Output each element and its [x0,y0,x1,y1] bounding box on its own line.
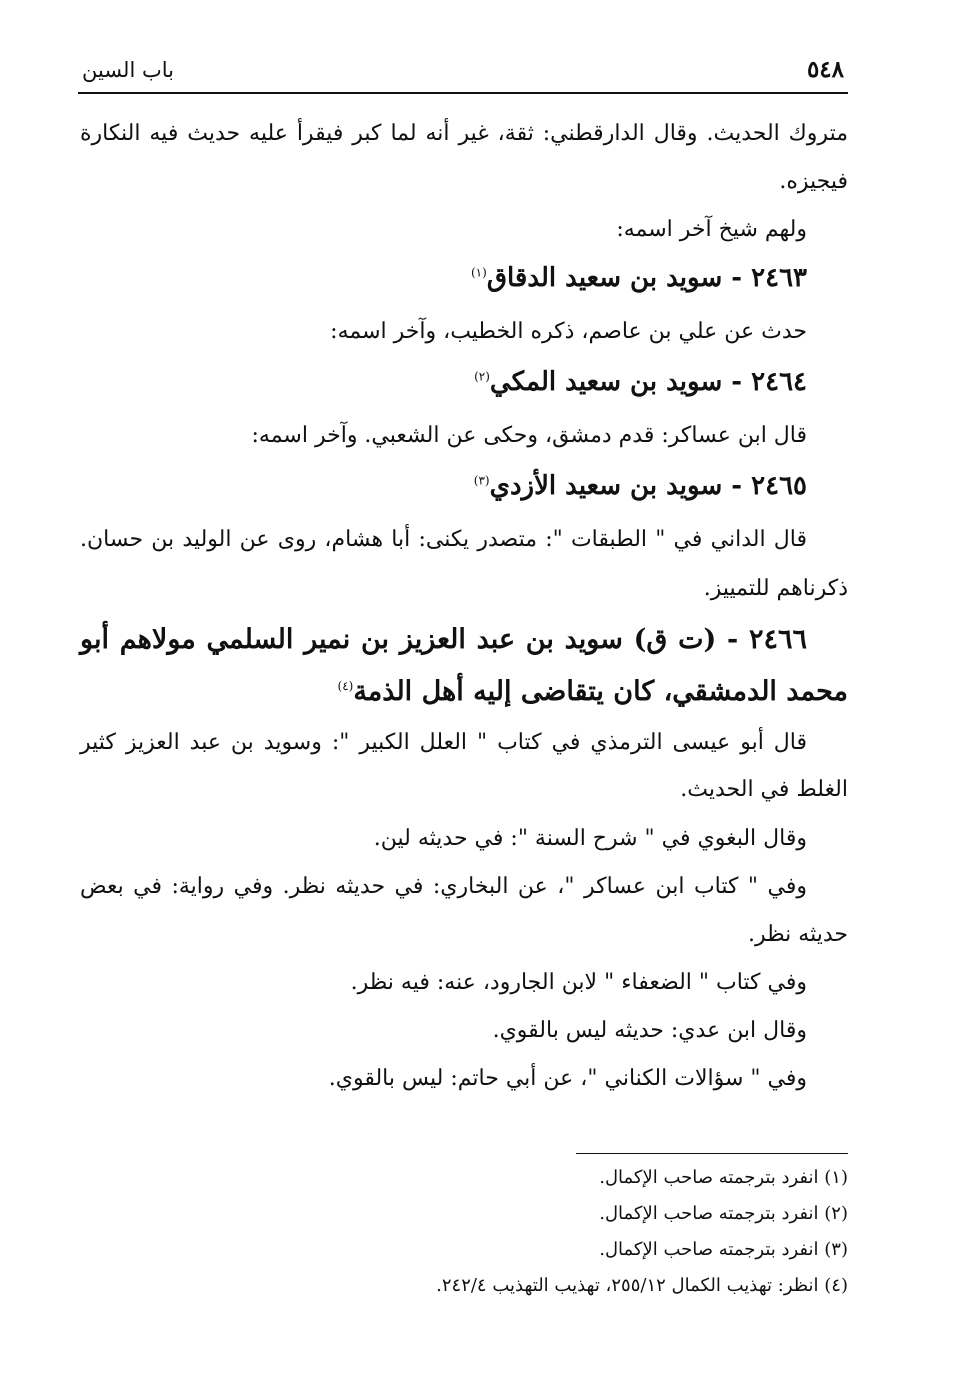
body-line: ذكرناهم للتمييز. [703,576,848,601]
entry-heading: ٢٤٦٥ - سويد بن سعيد الأزدي$^{(٣)}$ [473,471,807,501]
entry-heading: ٢٤٦٤ - سويد بن سعيد المكي$^{(٢)}$ [474,367,807,397]
body-line: قال أبو عيسى الترمذي في كتاب " العلل الكبير ": وسويد بن عبد العزيز كثير [80,730,807,755]
body-line: ولهم شيخ آخر اسمه: [616,217,807,242]
entry-heading: ٢٤٦٦ - (ت ق) سويد بن عبد العزيز بن نمير السلمي مولاهم أبو [80,624,807,655]
body-line: حديثه نظر. [748,922,848,947]
body-line: الغلط في الحديث. [680,777,848,802]
body-line: وفي " كتاب ابن عساكر "، عن البخاري: في حديثه نظر. وفي رواية: في بعض [80,874,807,899]
body-line: وقال ابن عدي: حديثه ليس بالقوي. [492,1018,807,1043]
body-line: قال الداني في " الطبقات ": متصدر يكنى: أبا هشام، روى عن الوليد بن حسان. [80,527,807,552]
page-number: ٥٤٨ [806,56,844,83]
footnote: (١) انفرد بترجمته صاحب الإكمال. [599,1167,848,1188]
body-line: وقال البغوي في " شرح السنة ": في حديثه لين. [373,826,807,851]
entry-heading: ٢٤٦٣ - سويد بن سعيد الدقاق$^{(١)}$ [470,263,807,293]
body-line: حدث عن علي بن عاصم، ذكره الخطيب، وآخر اسمه: [330,319,807,344]
body-line: فيجيزه. [779,169,848,194]
footnote-ref: (١) [470,265,487,280]
footnote-ref: (٣) [473,473,490,488]
footnote-divider [576,1153,848,1154]
body-line: متروك الحديث. وقال الدارقطني: ثقة، غير أنه لما كبر فيقرأ عليه حديث فيه النكارة [80,121,848,146]
body-line: وفي كتاب " الضعفاء " لابن الجارود، عنه: فيه نظر. [350,970,807,995]
footnote: (٤) انظر: تهذيب الكمال ٢٥٥/١٢، تهذيب التهذيب ٢٤٢/٤. [436,1275,848,1296]
body-line: وفي " سؤالات الكناني "، عن أبي حاتم: ليس بالقوي. [328,1066,807,1091]
body-line: قال ابن عساكر: قدم دمشق، وحكى عن الشعبي. وآخر اسمه: [251,423,807,448]
footnote: (٢) انفرد بترجمته صاحب الإكمال. [599,1203,848,1224]
entry-heading: محمد الدمشقي، كان يتقاضى إليه أهل الذمة$^{(٤)}$ [337,676,848,707]
footnote-ref: (٢) [474,369,490,384]
chapter-title: باب السين [82,58,174,82]
footnote: (٣) انفرد بترجمته صاحب الإكمال. [599,1239,848,1260]
footnote-ref: (٤) [337,679,354,693]
page-header [78,56,848,94]
